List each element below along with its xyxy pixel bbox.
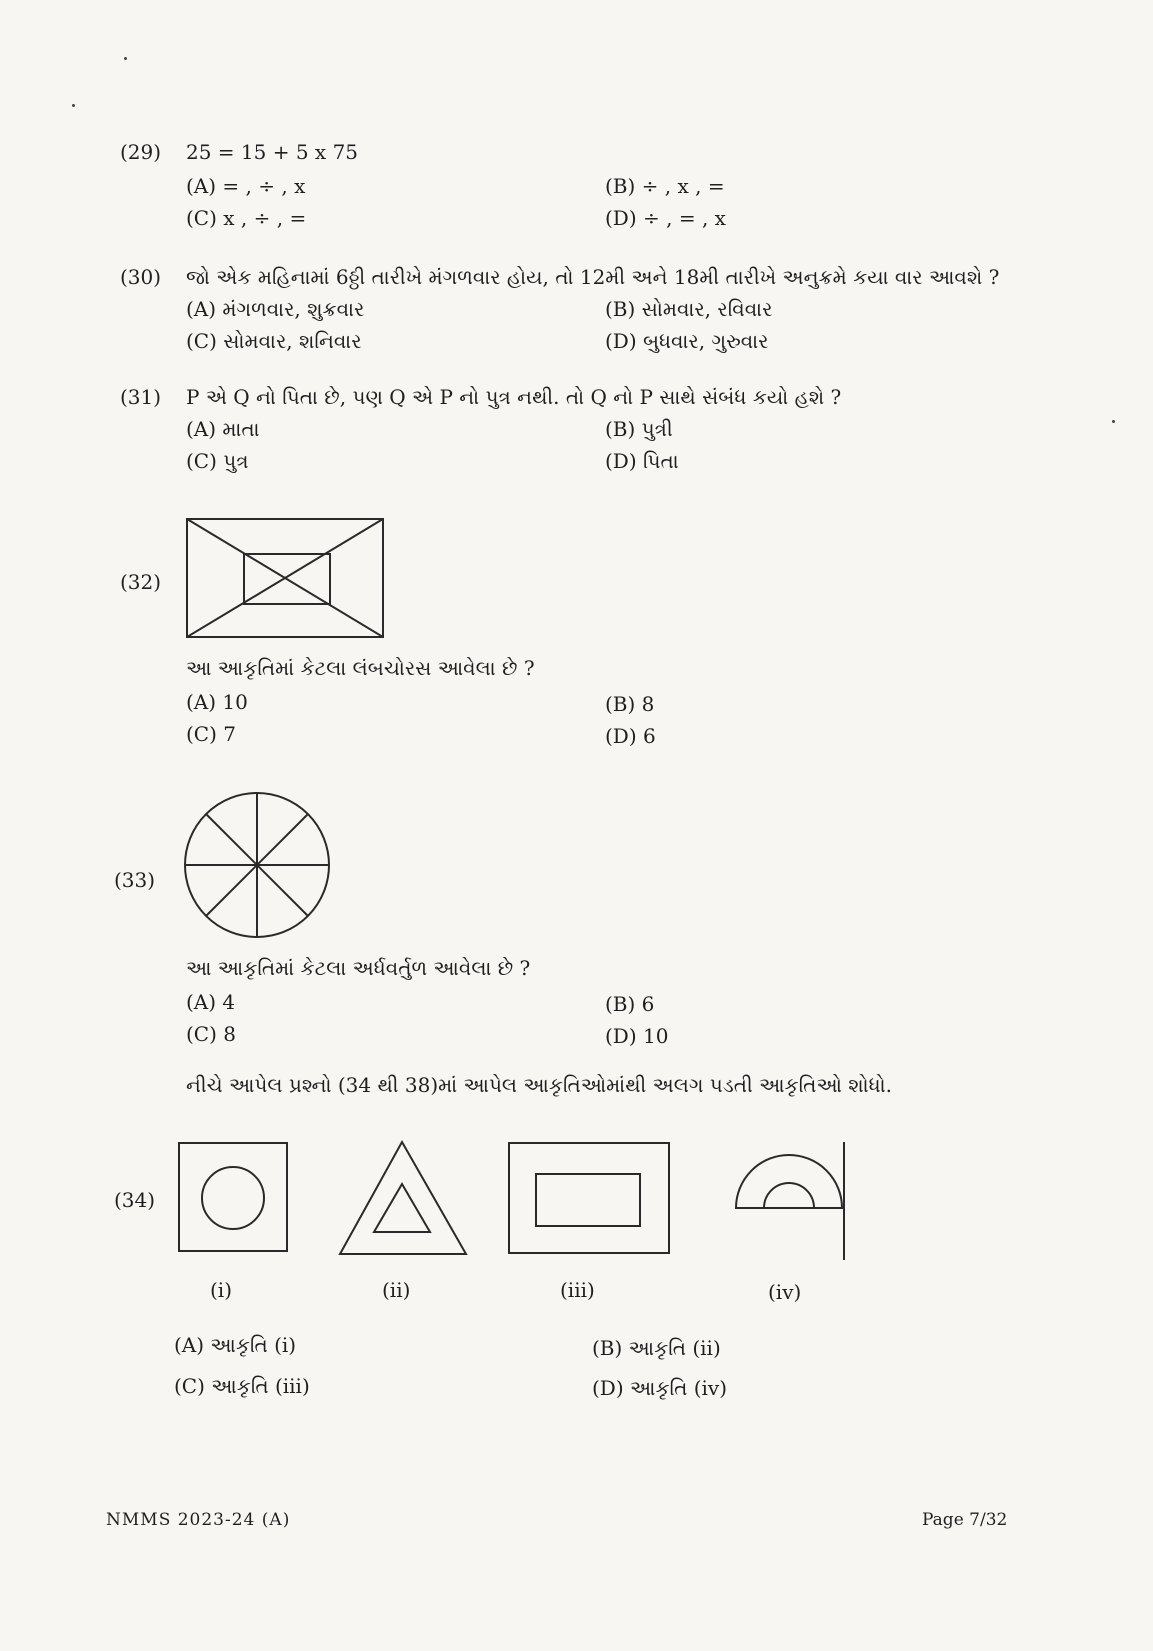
option-c[interactable]: (C) 7 — [186, 722, 236, 746]
question-number: (29) — [120, 140, 162, 164]
question-text: આ આકૃતિમાં કેટલા લંબચોરસ આવેલા છે ? — [186, 656, 535, 680]
page-number: Page 7/32 — [922, 1510, 1008, 1530]
figure-label-iv: (iv) — [768, 1280, 802, 1304]
figure-ii[interactable] — [338, 1140, 470, 1258]
question-number: (33) — [114, 868, 156, 892]
option-b[interactable]: (B) આકૃતિ (ii) — [592, 1336, 721, 1360]
exam-code: NMMS 2023-24 (A) — [106, 1510, 291, 1530]
option-a[interactable]: (A) 4 — [186, 990, 236, 1014]
circle-figure — [182, 790, 332, 940]
question-number: (31) — [120, 385, 162, 409]
question-text: આ આકૃતિમાં કેટલા અર્ધવર્તુળ આવેલા છે ? — [186, 956, 531, 980]
option-a[interactable]: (A) માતા — [186, 417, 260, 441]
speck — [124, 57, 127, 60]
figure-iii[interactable] — [508, 1142, 672, 1256]
option-c[interactable]: (C) 8 — [186, 1022, 236, 1046]
option-d[interactable]: (D) ÷ , = , x — [605, 206, 726, 230]
option-a[interactable]: (A) 10 — [186, 690, 248, 714]
option-d[interactable]: (D) પિતા — [605, 449, 679, 473]
option-c[interactable]: (C) x , ÷ , = — [186, 206, 307, 230]
option-b[interactable]: (B) ÷ , x , = — [605, 174, 725, 198]
option-a[interactable]: (A) મંગળવાર, શુક્રવાર — [186, 297, 365, 321]
option-d[interactable]: (D) 10 — [605, 1024, 669, 1048]
option-b[interactable]: (B) પુત્રી — [605, 417, 673, 441]
option-a[interactable]: (A) = , ÷ , x — [186, 174, 306, 198]
figure-iv[interactable] — [734, 1138, 850, 1262]
figure-label-ii: (ii) — [382, 1278, 411, 1302]
figure-i[interactable] — [178, 1142, 290, 1254]
speck — [72, 104, 75, 107]
figure-label-iii: (iii) — [560, 1278, 595, 1302]
option-c[interactable]: (C) આકૃતિ (iii) — [174, 1374, 310, 1398]
instruction-text: નીચે આપેલ પ્રશ્નો (34 થી 38)માં આપેલ આકૃતિઓમાંથી અલગ પડતી આકૃતિઓ શોધો. — [186, 1073, 893, 1097]
option-b[interactable]: (B) સોમવાર, રવિવાર — [605, 297, 773, 321]
speck — [1112, 420, 1115, 423]
question-number: (32) — [120, 570, 162, 594]
instruction-block — [120, 1073, 1020, 1103]
question-text: P એ Q નો પિતા છે, પણ Q એ P નો પુત્ર નથી. તો Q નો P સાથે સંબંધ કયો હશે ? — [186, 385, 842, 409]
question-number: (34) — [114, 1188, 156, 1212]
question-34 — [114, 1138, 1074, 1398]
question-number: (30) — [120, 265, 162, 289]
option-d[interactable]: (D) આકૃતિ (iv) — [592, 1376, 727, 1400]
figure-label-i: (i) — [210, 1278, 233, 1302]
question-33 — [114, 790, 1020, 1050]
question-text: જો એક મહિનામાં 6ઠ્ઠી તારીખે મંગળવાર હોય, તો 12મી અને 18મી તારીખે અનુક્રમે કયા વાર આવશે ? — [186, 265, 1000, 289]
question-text: 25 = 15 + 5 x 75 — [186, 140, 359, 164]
option-c[interactable]: (C) પુત્ર — [186, 449, 249, 473]
option-a[interactable]: (A) આકૃતિ (i) — [174, 1333, 297, 1357]
question-32 — [120, 518, 1020, 748]
option-b[interactable]: (B) 6 — [605, 992, 655, 1016]
rectangles-figure — [186, 518, 386, 640]
option-d[interactable]: (D) બુધવાર, ગુરુવાર — [605, 329, 769, 353]
option-b[interactable]: (B) 8 — [605, 692, 655, 716]
option-d[interactable]: (D) 6 — [605, 724, 656, 748]
option-c[interactable]: (C) સોમવાર, શનિવાર — [186, 329, 362, 353]
